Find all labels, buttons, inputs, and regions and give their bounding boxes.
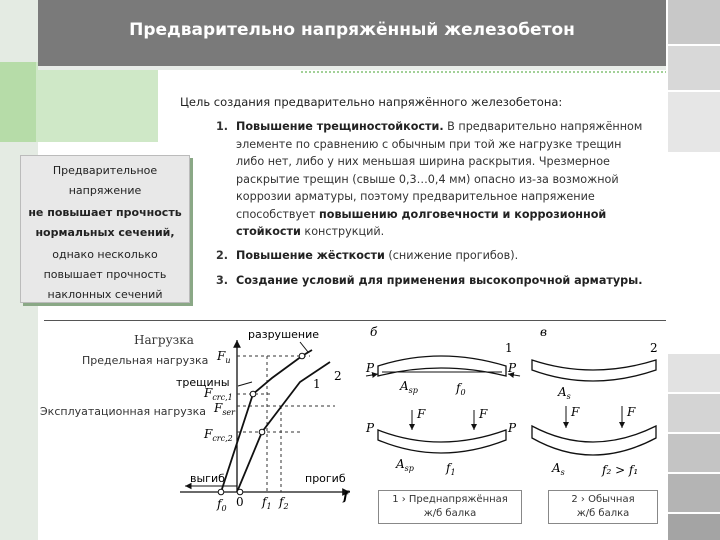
- label-F: F: [627, 405, 636, 419]
- f2-gt-f1-label: f₂ > f₁: [602, 463, 639, 477]
- beam-b-lower: [378, 430, 506, 453]
- cracks-label: трещины: [176, 376, 230, 389]
- list-item-2: [216, 247, 668, 265]
- label-zero: 0: [236, 495, 244, 509]
- list-item-line: [236, 136, 668, 154]
- label-P: P: [508, 361, 517, 375]
- beam-b-tag-1: 1: [505, 341, 513, 355]
- ultimate-load-label: Предельная нагрузка: [82, 354, 209, 367]
- camber-label: выгиб: [190, 472, 225, 485]
- body-text: коррозии арматуры, поэтому предварительное напряжение: [236, 190, 595, 203]
- list-item-line: [236, 247, 668, 265]
- list-item-line: [236, 188, 668, 206]
- legend-line: 2 › Обычная: [571, 494, 635, 505]
- legend-line: ж/б балка: [423, 508, 477, 519]
- list-item-line: [236, 153, 668, 171]
- emphasis-text: повышению долговечности и коррозионной: [319, 207, 607, 221]
- point-crack2: [259, 429, 265, 435]
- list-item-number: 3.: [216, 274, 229, 287]
- page-title: Предварительно напряжённый железобетон: [129, 20, 575, 40]
- emphasis-text: Создание условий для применения высокопрочной арматуры.: [236, 274, 643, 287]
- intro-text: Цель создания предварительно напряжённого железобетона:: [180, 95, 563, 109]
- legend-line: ж/б балка: [576, 508, 630, 519]
- side-note-line: наклонных сечений: [47, 288, 163, 301]
- label-F: F: [479, 407, 488, 421]
- failure-pointer: [300, 342, 308, 352]
- legend-line: 1 › Преднапряжённая: [392, 494, 508, 505]
- label-Fcrc1: $F_{crc,1}$: [204, 386, 233, 402]
- label-P: P: [366, 421, 375, 435]
- label-Fu: $F_u$: [217, 349, 231, 365]
- failure-label: разрушение: [248, 328, 320, 341]
- side-note-line: не повышает прочность: [28, 206, 182, 219]
- green-decor-block-dark: [0, 62, 36, 142]
- label-Fcrc2: $F_{crc,2}$: [204, 427, 233, 443]
- right-decor-block: [668, 354, 720, 392]
- list-item-3: [216, 272, 668, 290]
- body-text: (снижение прогибов).: [384, 249, 519, 262]
- label-f2: $f_2$: [279, 495, 289, 511]
- service-load-label: Эксплуатационная нагрузка: [40, 405, 207, 418]
- list-item-line: [236, 223, 668, 241]
- label-P: P: [366, 361, 375, 375]
- list-item-line: [236, 118, 668, 136]
- side-note-line: Предварительное: [52, 164, 158, 177]
- right-decor-block: [668, 394, 720, 432]
- deflection-label: прогиб: [305, 472, 346, 485]
- label-P: P: [508, 421, 517, 435]
- point-failure: [299, 353, 305, 359]
- right-decor-block: [668, 0, 720, 44]
- emphasis-text: Повышение жёсткости: [236, 249, 385, 262]
- body-text: В предварительно напряжённом: [443, 120, 643, 133]
- emphasis-text: стойкости: [236, 225, 301, 238]
- legend-prestressed: [378, 490, 522, 524]
- panel-b-label: б: [370, 325, 378, 339]
- side-note-line: однако несколько: [52, 248, 158, 261]
- list-item-body: [236, 247, 668, 265]
- label-As: $A_s$: [552, 461, 565, 477]
- right-decor-block: [668, 46, 720, 90]
- beam-v-lower: [532, 426, 656, 455]
- legend-ordinary: [548, 490, 658, 524]
- beam-v-tag-2: 2: [650, 341, 658, 355]
- beam-v-upper: [532, 360, 656, 381]
- list-item-number: 1.: [216, 120, 229, 133]
- curve-2-label: 2: [334, 369, 342, 383]
- right-decor-block: [668, 92, 720, 152]
- label-f1-beam: $f_1$: [446, 461, 456, 477]
- list-item-1: [216, 118, 668, 241]
- right-decor-block: [668, 514, 720, 540]
- label-F: F: [417, 407, 426, 421]
- label-Asp: $A_{sp}$: [396, 457, 414, 473]
- right-decor-block: [668, 434, 720, 472]
- body-text: элементе по сравнению с обычным при той же нагрузке трещин: [236, 137, 622, 151]
- list-item-body: [236, 118, 668, 241]
- curve-1-label: 1: [313, 377, 321, 391]
- label-f0: $f_0$: [217, 497, 227, 513]
- label-f0-beam: $f_0$: [456, 381, 466, 397]
- right-decor-block: [668, 474, 720, 512]
- emphasis-text: Повышение трещиностойкости.: [236, 120, 444, 133]
- side-note-line: повышает прочность: [43, 268, 167, 281]
- list-item-line: [236, 272, 668, 290]
- label-Asp: $A_{sp}$: [400, 379, 418, 395]
- label-As: $A_s$: [558, 385, 571, 401]
- side-note-box: [20, 155, 190, 303]
- label-Fser: $F_{ser}$: [214, 401, 235, 417]
- label-f1: $f_1$: [262, 495, 272, 511]
- list-item-body: [236, 272, 668, 290]
- list-item-line: [236, 206, 668, 224]
- section-separator: [44, 320, 666, 321]
- body-text: способствует: [236, 207, 320, 221]
- green-decor-block: [20, 62, 158, 142]
- beam-b-upper: [378, 356, 506, 376]
- dot-decor-row: [300, 70, 666, 74]
- label-f-axis: f: [343, 489, 349, 503]
- panel-v-label: в: [540, 325, 547, 339]
- point-f0: [218, 489, 224, 495]
- point-origin: [237, 489, 243, 495]
- cracks-pointer: [238, 382, 252, 386]
- list-item-line: [236, 171, 668, 189]
- side-note-line: напряжение: [68, 184, 142, 197]
- label-F: F: [571, 405, 580, 419]
- body-text: либо нет, либо у них меньшая ширина раскрытия. Чрезмерное: [236, 155, 610, 168]
- list-item-number: 2.: [216, 249, 229, 262]
- load-axis-label: Нагрузка: [134, 333, 194, 347]
- side-note-line: нормальных сечений,: [35, 226, 175, 239]
- body-text: раскрытие трещин (свыше 0,3…0,4 мм) опасно из-за возможной: [236, 172, 619, 186]
- point-crack1: [250, 391, 256, 397]
- body-text: конструкций.: [300, 225, 385, 238]
